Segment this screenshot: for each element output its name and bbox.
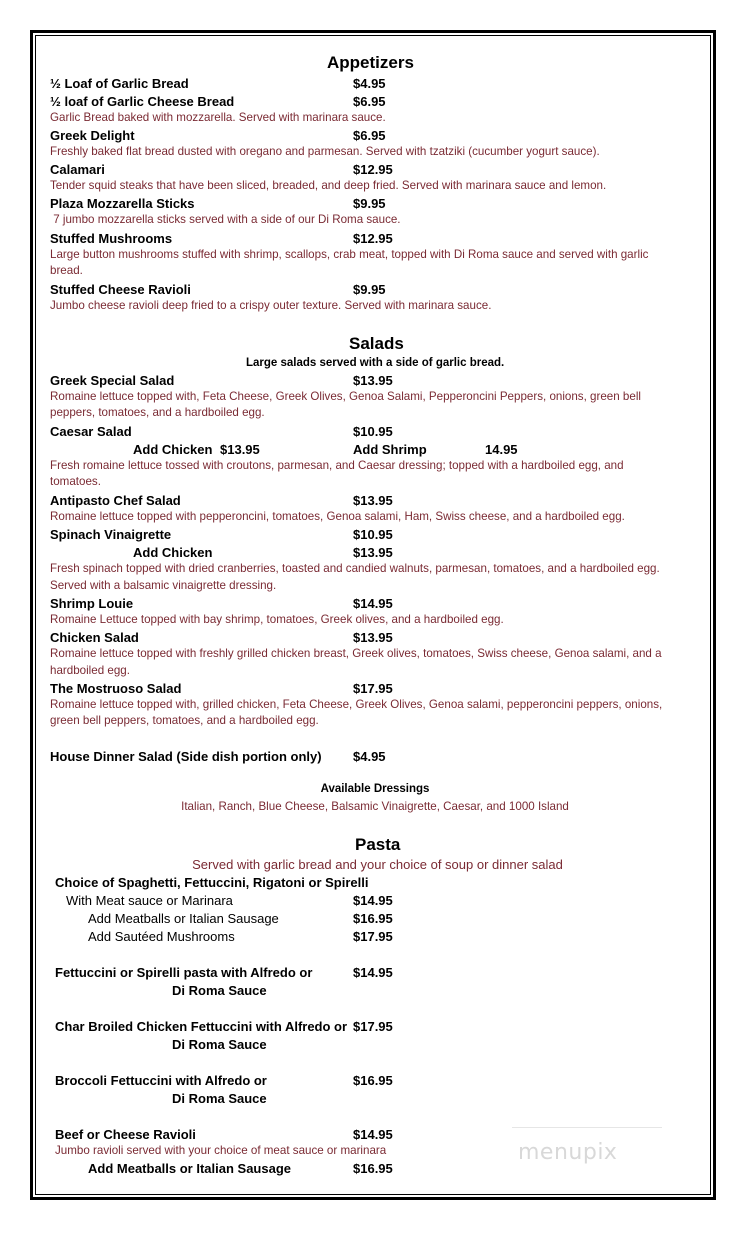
- spinach-salad-name: Spinach Vinaigrette: [50, 527, 172, 542]
- greek-salad-desc-line1: Romaine lettuce topped with, Feta Cheese, Greek Olives, Genoa Salami, Pepperoncini Peppers, onions, green bell: [50, 390, 641, 403]
- caesar-desc-line1: Fresh romaine lettuce tossed with croutons, parmesan, and Caesar dressing; topped with a hardboiled egg, and: [50, 459, 624, 472]
- broccoli-price: $16.95: [353, 1073, 393, 1088]
- add-mushrooms-price: $17.95: [353, 929, 393, 944]
- chicken-salad-price: $13.95: [353, 630, 393, 645]
- caesar-desc-line2: tomatoes.: [50, 475, 101, 488]
- ravioli-price: $14.95: [353, 1127, 393, 1142]
- greek-salad-desc-line2: peppers, tomatoes, and a hardboiled egg.: [50, 406, 265, 419]
- broccoli-name-line2: Di Roma Sauce: [172, 1091, 267, 1106]
- watermark-rule: [512, 1127, 662, 1128]
- stuffed-ravioli-desc: Jumbo cheese ravioli deep fried to a crispy outer texture. Served with marinara sauce.: [50, 299, 492, 312]
- mostruoso-salad-name: The Mostruoso Salad: [50, 681, 182, 696]
- salads-heading: Salads: [349, 334, 404, 353]
- mozzarella-sticks-desc: 7 jumbo mozzarella sticks served with a side of our Di Roma sauce.: [50, 213, 401, 226]
- house-salad-name: House Dinner Salad (Side dish portion only): [50, 749, 322, 764]
- ravioli-name: Beef or Cheese Ravioli: [55, 1127, 196, 1142]
- caesar-salad-price: $10.95: [353, 424, 393, 439]
- spinach-salad-price: $10.95: [353, 527, 393, 542]
- stuffed-mushrooms-price: $12.95: [353, 231, 393, 246]
- char-chicken-price: $17.95: [353, 1019, 393, 1034]
- garlic-bread-name: ½ Loaf of Garlic Bread: [50, 76, 189, 91]
- alfredo-price: $14.95: [353, 965, 393, 980]
- add-mushrooms-name: Add Sautéed Mushrooms: [88, 929, 235, 944]
- calamari-desc: Tender squid steaks that have been sliced, breaded, and deep fried. Served with marinara sauce and lemon.: [50, 179, 607, 192]
- mozzarella-sticks-name: Plaza Mozzarella Sticks: [50, 196, 195, 211]
- char-chicken-name-line2: Di Roma Sauce: [172, 1037, 267, 1052]
- pasta-choice: Choice of Spaghetti, Fettuccini, Rigatoni or Spirelli: [55, 875, 369, 890]
- caesar-add-shrimp-price: 14.95: [485, 442, 518, 457]
- mostruoso-desc-line2: green bell peppers, tomatoes, and a hardboiled egg.: [50, 714, 319, 727]
- meat-sauce-price: $14.95: [353, 893, 393, 908]
- shrimp-louie-name: Shrimp Louie: [50, 596, 134, 611]
- antipasto-salad-name: Antipasto Chef Salad: [50, 493, 181, 508]
- alfredo-name-line1: Fettuccini or Spirelli pasta with Alfredo or: [55, 965, 313, 980]
- mozzarella-sticks-price: $9.95: [353, 196, 386, 211]
- garlic-cheese-bread-price: $6.95: [353, 94, 386, 109]
- spinach-add-chicken-label: Add Chicken: [133, 545, 213, 560]
- dressings-list: Italian, Ranch, Blue Cheese, Balsamic Vinaigrette, Caesar, and 1000 Island: [181, 800, 569, 813]
- mostruoso-desc-line1: Romaine lettuce topped with, grilled chicken, Feta Cheese, Greek Olives, Genoa salami, pepperoncini peppers, onions,: [50, 698, 663, 711]
- greek-delight-desc: Freshly baked flat bread dusted with oregano and parmesan. Served with tzatziki (cucumber yogurt sauce).: [50, 145, 600, 158]
- calamari-name: Calamari: [50, 162, 105, 177]
- salads-subtitle: Large salads served with a side of garlic bread.: [246, 357, 505, 369]
- stuffed-ravioli-price: $9.95: [353, 282, 386, 297]
- caesar-salad-name: Caesar Salad: [50, 424, 132, 439]
- calamari-price: $12.95: [353, 162, 393, 177]
- shrimp-louie-desc: Romaine Lettuce topped with bay shrimp, tomatoes, Greek olives, and a hardboiled egg.: [50, 613, 504, 626]
- caesar-add-shrimp-label: Add Shrimp: [353, 442, 427, 457]
- spinach-desc-line2: Served with a balsamic vinaigrette dressing.: [50, 579, 277, 592]
- chicken-salad-desc-line1: Romaine lettuce topped with freshly grilled chicken breast, Greek olives, tomatoes, Swiss cheese, Genoa salami, and a: [50, 647, 662, 660]
- ravioli-add-meatballs-price: $16.95: [353, 1161, 393, 1176]
- greek-salad-name: Greek Special Salad: [50, 373, 175, 388]
- shrimp-louie-price: $14.95: [353, 596, 393, 611]
- char-chicken-name-line1: Char Broiled Chicken Fettuccini with Alfredo or: [55, 1019, 348, 1034]
- greek-delight-name: Greek Delight: [50, 128, 135, 143]
- garlic-bread-price: $4.95: [353, 76, 386, 91]
- stuffed-mushrooms-name: Stuffed Mushrooms: [50, 231, 173, 246]
- pasta-subtitle: Served with garlic bread and your choice of soup or dinner salad: [192, 857, 563, 872]
- dressings-title: Available Dressings: [320, 783, 430, 795]
- mostruoso-salad-price: $17.95: [353, 681, 393, 696]
- stuffed-ravioli-name: Stuffed Cheese Ravioli: [50, 282, 191, 297]
- alfredo-name-line2: Di Roma Sauce: [172, 983, 267, 998]
- broccoli-name-line1: Broccoli Fettuccini with Alfredo or: [55, 1073, 267, 1088]
- add-meatballs-price: $16.95: [353, 911, 393, 926]
- ravioli-desc: Jumbo ravioli served with your choice of meat sauce or marinara: [55, 1144, 387, 1157]
- appetizers-heading: Appetizers: [327, 53, 414, 72]
- menupix-watermark: menupix: [518, 1140, 618, 1165]
- garlic-cheese-bread-desc: Garlic Bread baked with mozzarella. Served with marinara sauce.: [50, 111, 386, 124]
- greek-salad-price: $13.95: [353, 373, 393, 388]
- caesar-add-chicken-price: $13.95: [220, 442, 260, 457]
- pasta-heading: Pasta: [355, 835, 401, 854]
- greek-delight-price: $6.95: [353, 128, 386, 143]
- caesar-add-chicken-label: Add Chicken: [133, 442, 213, 457]
- spinach-desc-line1: Fresh spinach topped with dried cranberries, toasted and candied walnuts, parmesan, tomatoes, and a hardboiled egg.: [50, 562, 660, 575]
- chicken-salad-desc-line2: hardboiled egg.: [50, 664, 130, 677]
- stuffed-mushrooms-desc-line1: Large button mushrooms stuffed with shrimp, scallops, crab meat, topped with Di Roma sauce and served with garlic: [50, 248, 649, 261]
- antipasto-salad-price: $13.95: [353, 493, 393, 508]
- house-salad-price: $4.95: [353, 749, 386, 764]
- antipasto-salad-desc: Romaine lettuce topped with pepperoncini, tomatoes, Genoa salami, Ham, Swiss cheese, and a hardboiled egg.: [50, 510, 625, 523]
- spinach-add-chicken-price: $13.95: [353, 545, 393, 560]
- ravioli-add-meatballs-name: Add Meatballs or Italian Sausage: [88, 1161, 291, 1176]
- meat-sauce-name: With Meat sauce or Marinara: [66, 893, 233, 908]
- garlic-cheese-bread-name: ½ loaf of Garlic Cheese Bread: [50, 94, 235, 109]
- add-meatballs-name: Add Meatballs or Italian Sausage: [88, 911, 279, 926]
- stuffed-mushrooms-desc-line2: bread.: [50, 264, 83, 277]
- chicken-salad-name: Chicken Salad: [50, 630, 139, 645]
